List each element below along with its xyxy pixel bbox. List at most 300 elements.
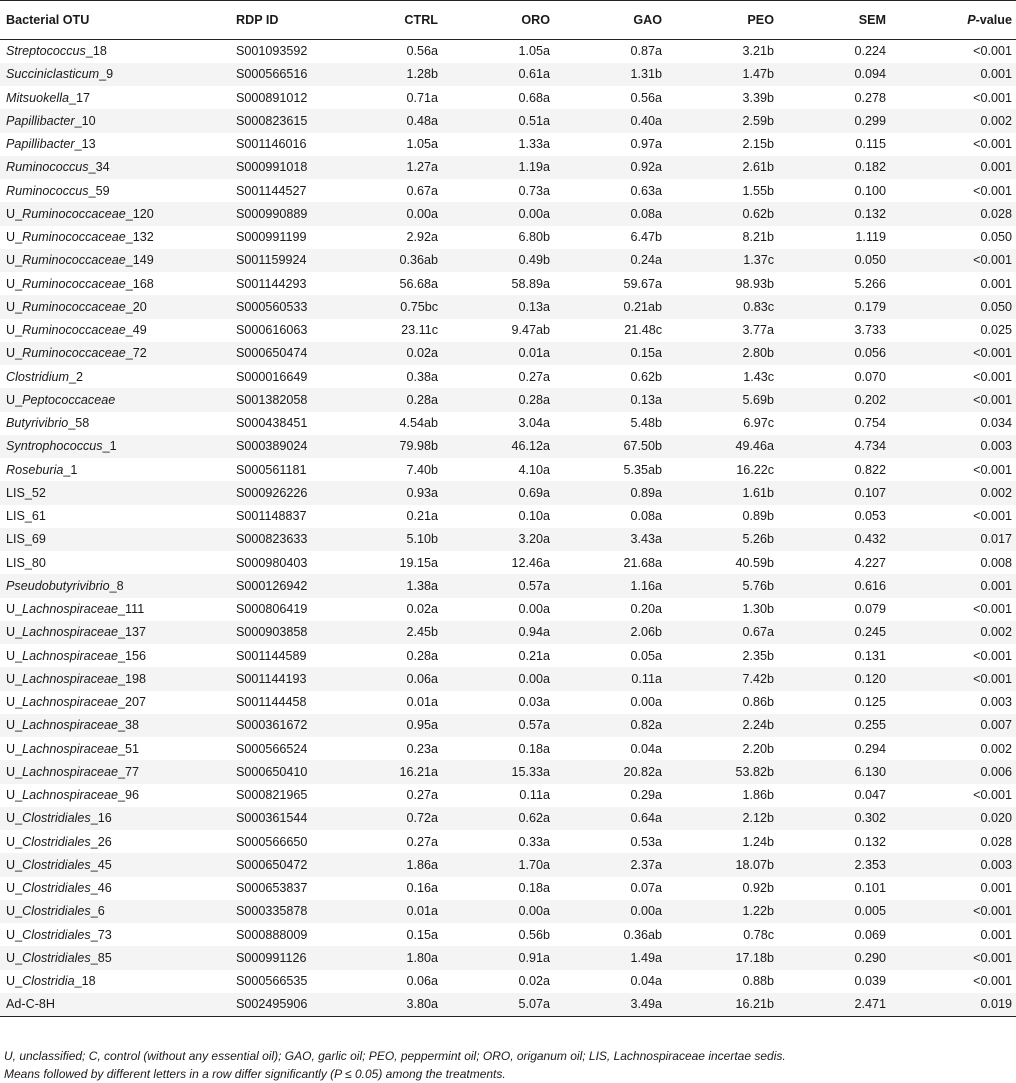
cell-sem: 0.079 — [854, 602, 886, 617]
cell-bacterial-otu — [0, 877, 232, 900]
cell-gao: 0.08a — [562, 202, 674, 225]
otu-suffix: _111 — [118, 602, 145, 617]
cell-rdp-id: S000335878 — [232, 900, 342, 923]
cell-p-value: <0.001 — [973, 369, 1012, 384]
cell-gao: 0.05a — [630, 648, 662, 663]
otu-taxon: Ruminococcaceae — [22, 276, 126, 291]
cell-sem: 0.107 — [786, 481, 898, 504]
otu-taxon: Syntrophococcus — [6, 439, 103, 454]
cell-oro: 0.18a — [518, 881, 550, 896]
otu-suffix: _96 — [118, 788, 140, 803]
cell-rdp-id: S000566650 — [236, 834, 308, 849]
table-row — [0, 923, 1016, 946]
cell-gao: 0.00a — [562, 900, 674, 923]
cell-ctrl: 0.75bc — [342, 295, 450, 318]
cell-ctrl: 0.48a — [342, 109, 450, 132]
cell-p-value: 0.050 — [980, 230, 1012, 245]
cell-bacterial-otu — [0, 993, 232, 1016]
otu-prefix: U_ — [6, 904, 23, 919]
cell-sem: 0.131 — [854, 648, 886, 663]
cell-rdp-id: S000566524 — [236, 741, 308, 756]
otu-suffix: _34 — [88, 160, 110, 175]
cell-peo: 1.24b — [742, 834, 774, 849]
cell-peo: 5.26b — [674, 528, 786, 551]
cell-bacterial-otu — [0, 226, 232, 249]
cell-oro: 3.04a — [518, 416, 550, 431]
otu-prefix: LIS_61 — [6, 509, 46, 524]
table-row — [0, 388, 1016, 411]
header-bacterial-otu: Bacterial OTU — [0, 1, 232, 40]
table-row — [0, 202, 1016, 225]
table-row — [0, 714, 1016, 737]
otu-suffix: _85 — [90, 950, 112, 965]
cell-p-value: <0.001 — [898, 946, 1016, 969]
cell-gao: 59.67a — [623, 276, 662, 291]
cell-ctrl: 0.93a — [342, 481, 450, 504]
cell-sem: 2.353 — [786, 853, 898, 876]
cell-sem: 0.132 — [786, 202, 898, 225]
cell-bacterial-otu — [0, 970, 232, 993]
table-row — [0, 830, 1016, 853]
table-row — [0, 551, 1016, 574]
cell-gao: 21.48c — [624, 323, 662, 338]
cell-bacterial-otu — [0, 946, 232, 969]
cell-bacterial-otu — [0, 528, 232, 551]
table-row — [0, 412, 1016, 435]
cell-ctrl: 0.72a — [342, 807, 450, 830]
cell-ctrl: 0.28a — [406, 648, 438, 663]
cell-p-value: <0.001 — [973, 974, 1012, 989]
cell-peo: 0.92b — [742, 881, 774, 896]
otu-taxon: Pseudobutyrivibrio — [6, 578, 110, 593]
cell-gao: 0.92a — [562, 156, 674, 179]
header-row — [0, 1, 1016, 40]
table-row — [0, 807, 1016, 830]
otu-taxon: Mitsuokella — [6, 90, 69, 105]
cell-gao: 1.31b — [562, 63, 674, 86]
table-row — [0, 877, 1016, 900]
otu-suffix: _45 — [90, 857, 112, 872]
otu-suffix: _26 — [90, 834, 112, 849]
cell-sem: 0.754 — [854, 416, 886, 431]
cell-sem: 0.053 — [854, 509, 886, 524]
otu-suffix: _18 — [85, 44, 107, 59]
table-row — [0, 295, 1016, 318]
cell-p-value: 0.003 — [980, 695, 1012, 710]
cell-sem: 0.094 — [786, 63, 898, 86]
cell-p-value: 0.002 — [898, 109, 1016, 132]
cell-oro: 0.62a — [450, 807, 562, 830]
table-row — [0, 342, 1016, 365]
cell-ctrl: 0.21a — [406, 509, 438, 524]
header-ctrl: CTRL — [342, 1, 450, 40]
cell-p-value: 0.003 — [898, 853, 1016, 876]
cell-bacterial-otu — [0, 784, 232, 807]
otu-prefix: U_ — [6, 927, 23, 942]
cell-ctrl: 0.06a — [406, 974, 438, 989]
table-header — [0, 1, 1016, 40]
cell-p-value: <0.001 — [898, 249, 1016, 272]
cell-sem: 0.255 — [786, 714, 898, 737]
cell-bacterial-otu — [0, 272, 232, 295]
otu-suffix: _198 — [118, 671, 147, 686]
cell-ctrl: 0.02a — [342, 342, 450, 365]
cell-rdp-id: S001382058 — [232, 388, 342, 411]
cell-p-value: 0.001 — [898, 156, 1016, 179]
cell-sem: 0.182 — [786, 156, 898, 179]
cell-p-value: 0.006 — [898, 760, 1016, 783]
cell-sem: 0.132 — [854, 834, 886, 849]
cell-peo: 1.22b — [674, 900, 786, 923]
cell-gao: 0.00a — [630, 695, 662, 710]
cell-oro: 0.01a — [450, 342, 562, 365]
otu-taxon: Clostridiales — [22, 927, 91, 942]
cell-p-value: 0.001 — [980, 276, 1012, 291]
cell-p-value: 0.002 — [980, 741, 1012, 756]
cell-rdp-id: S000566535 — [236, 974, 308, 989]
cell-gao: 0.97a — [630, 137, 662, 152]
cell-gao: 0.64a — [562, 807, 674, 830]
otu-taxon: Clostridia — [22, 974, 75, 989]
cell-oro: 1.33a — [518, 137, 550, 152]
header-p-value — [898, 1, 1016, 40]
otu-suffix: _73 — [90, 927, 112, 942]
otu-prefix: U_ — [6, 834, 23, 849]
cell-rdp-id: S001093592 — [236, 44, 308, 59]
cell-p-value: <0.001 — [973, 137, 1012, 152]
table-row — [0, 853, 1016, 876]
cell-oro: 0.21a — [518, 648, 550, 663]
otu-taxon: Butyrivibrio — [6, 416, 69, 431]
cell-ctrl: 19.15a — [399, 555, 438, 570]
cell-p-value: 0.001 — [980, 927, 1012, 942]
cell-sem: 0.202 — [786, 388, 898, 411]
otu-taxon: Clostridiales — [22, 857, 91, 872]
otu-suffix: _9 — [99, 67, 114, 82]
otu-prefix: LIS_80 — [6, 555, 46, 570]
cell-sem: 0.100 — [854, 183, 886, 198]
header-oro: ORO — [450, 1, 562, 40]
cell-oro: 4.10a — [518, 462, 550, 477]
cell-p-value: 0.003 — [898, 435, 1016, 458]
cell-sem: 0.050 — [786, 249, 898, 272]
cell-peo: 5.69b — [674, 388, 786, 411]
cell-peo: 0.88b — [742, 974, 774, 989]
otu-taxon: Clostridiales — [22, 950, 91, 965]
cell-sem: 0.056 — [786, 342, 898, 365]
cell-bacterial-otu — [0, 667, 232, 690]
cell-ctrl: 0.28a — [342, 388, 450, 411]
cell-peo: 6.97c — [743, 416, 774, 431]
cell-rdp-id: S000990889 — [232, 202, 342, 225]
cell-p-value: <0.001 — [973, 788, 1012, 803]
table-row — [0, 644, 1016, 667]
cell-p-value: 0.025 — [980, 323, 1012, 338]
cell-bacterial-otu — [0, 900, 232, 923]
otu-taxon: Ruminococcus — [6, 183, 89, 198]
cell-peo: 2.15b — [742, 137, 774, 152]
cell-ctrl: 79.98b — [342, 435, 450, 458]
table-row — [0, 760, 1016, 783]
cell-rdp-id: S001144293 — [236, 276, 307, 291]
cell-bacterial-otu — [0, 760, 232, 783]
otu-prefix: U_ — [6, 811, 23, 826]
cell-gao: 0.29a — [630, 788, 662, 803]
cell-oro: 0.57a — [450, 714, 562, 737]
cell-peo: 2.20b — [742, 741, 774, 756]
cell-peo: 3.21b — [742, 44, 774, 59]
otu-taxon: Papillibacter — [6, 113, 75, 128]
cell-oro: 3.20a — [450, 528, 562, 551]
otu-suffix: _2 — [68, 369, 83, 384]
cell-oro: 0.56b — [518, 927, 550, 942]
cell-ctrl: 0.00a — [342, 202, 450, 225]
otu-prefix: U_ — [6, 718, 23, 733]
cell-p-value: 0.020 — [898, 807, 1016, 830]
cell-peo: 2.12b — [674, 807, 786, 830]
cell-peo: 1.37c — [674, 249, 786, 272]
table-row — [0, 667, 1016, 690]
otu-taxon: Papillibacter — [6, 137, 75, 152]
table-footnotes — [4, 1047, 1012, 1083]
cell-ctrl: 0.01a — [342, 900, 450, 923]
cell-p-value: <0.001 — [973, 602, 1012, 617]
cell-rdp-id: S000821965 — [236, 788, 308, 803]
otu-suffix: _58 — [68, 416, 90, 431]
cell-rdp-id: S000891012 — [236, 90, 308, 105]
cell-p-value: <0.001 — [898, 342, 1016, 365]
cell-ctrl: 1.38a — [342, 574, 450, 597]
cell-peo: 2.61b — [674, 156, 786, 179]
otu-prefix: U_ — [6, 950, 23, 965]
otu-taxon: Ruminococcaceae — [22, 206, 126, 221]
cell-oro: 0.18a — [518, 741, 550, 756]
table-row — [0, 249, 1016, 272]
cell-p-value: 0.001 — [980, 881, 1012, 896]
table-row — [0, 691, 1016, 714]
otu-taxon: Roseburia — [6, 462, 64, 477]
cell-oro: 0.57a — [450, 574, 562, 597]
otu-prefix: U_ — [6, 323, 23, 338]
cell-peo: 2.35b — [742, 648, 774, 663]
table-row — [0, 574, 1016, 597]
cell-p-value: 0.017 — [898, 528, 1016, 551]
cell-bacterial-otu — [0, 365, 232, 388]
table-row — [0, 133, 1016, 156]
otu-prefix: U_ — [6, 764, 23, 779]
table-row — [0, 156, 1016, 179]
header-sem: SEM — [786, 1, 898, 40]
cell-peo: 53.82b — [674, 760, 786, 783]
cell-rdp-id: S001144193 — [232, 667, 342, 690]
cell-gao: 3.43a — [562, 528, 674, 551]
otu-prefix: U_ — [6, 625, 23, 640]
otu-taxon: Peptococcaceae — [22, 392, 116, 407]
table-row — [0, 179, 1016, 202]
cell-peo: 49.46a — [674, 435, 786, 458]
table-row — [0, 900, 1016, 923]
otu-taxon: Lachnospiraceae — [22, 671, 119, 686]
cell-sem: 0.278 — [854, 90, 886, 105]
cell-oro: 0.68a — [518, 90, 550, 105]
table-row — [0, 272, 1016, 295]
cell-ctrl: 1.86a — [342, 853, 450, 876]
cell-p-value: 0.008 — [980, 555, 1012, 570]
cell-oro: 9.47ab — [511, 323, 550, 338]
cell-sem: 6.130 — [786, 760, 898, 783]
cell-rdp-id: S000126942 — [232, 574, 342, 597]
cell-oro: 0.28a — [450, 388, 562, 411]
cell-rdp-id: S000560533 — [232, 295, 342, 318]
cell-p-value: <0.001 — [898, 388, 1016, 411]
cell-p-value: 0.002 — [898, 621, 1016, 644]
cell-oro: 1.70a — [450, 853, 562, 876]
cell-oro: 0.03a — [518, 695, 550, 710]
cell-peo: 3.39b — [742, 90, 774, 105]
cell-peo: 16.21b — [674, 993, 786, 1016]
header-peo: PEO — [674, 1, 786, 40]
otu-prefix: U_ — [6, 974, 23, 989]
cell-gao: 0.04a — [630, 974, 662, 989]
cell-bacterial-otu — [0, 551, 232, 574]
otu-prefix: U_ — [6, 206, 23, 221]
cell-gao: 2.06b — [562, 621, 674, 644]
cell-ctrl: 0.38a — [406, 369, 438, 384]
cell-bacterial-otu — [0, 342, 232, 365]
cell-sem: 0.224 — [854, 44, 886, 59]
header-gao: GAO — [562, 1, 674, 40]
cell-p-value: <0.001 — [973, 183, 1012, 198]
cell-oro: 6.80b — [518, 230, 550, 245]
cell-sem: 0.047 — [854, 788, 886, 803]
cell-ctrl: 0.71a — [406, 90, 438, 105]
cell-bacterial-otu — [0, 435, 232, 458]
cell-oro: 0.61a — [450, 63, 562, 86]
cell-rdp-id: S000438451 — [236, 416, 308, 431]
otu-prefix: U_ — [6, 276, 23, 291]
cell-gao: 1.49a — [562, 946, 674, 969]
otu-suffix: _1 — [102, 439, 117, 454]
otu-taxon: Ruminococcaceae — [22, 230, 126, 245]
cell-gao: 6.47b — [630, 230, 662, 245]
cell-p-value: 0.034 — [980, 416, 1012, 431]
cell-bacterial-otu — [0, 202, 232, 225]
cell-p-value: 0.028 — [898, 202, 1016, 225]
cell-ctrl: 0.01a — [406, 695, 438, 710]
cell-gao: 67.50b — [562, 435, 674, 458]
cell-rdp-id: S000888009 — [236, 927, 308, 942]
otu-prefix: U_ — [6, 741, 23, 756]
cell-peo: 16.22c — [736, 462, 774, 477]
cell-gao: 0.08a — [630, 509, 662, 524]
cell-rdp-id: S000991018 — [232, 156, 342, 179]
table-row — [0, 481, 1016, 504]
cell-ctrl: 0.23a — [406, 741, 438, 756]
cell-oro: 0.02a — [518, 974, 550, 989]
cell-peo: 1.55b — [742, 183, 774, 198]
cell-bacterial-otu — [0, 598, 232, 621]
cell-oro: 5.07a — [450, 993, 562, 1016]
otu-suffix: _49 — [125, 323, 147, 338]
cell-bacterial-otu — [0, 644, 232, 667]
cell-rdp-id: S000823615 — [232, 109, 342, 132]
table-row — [0, 970, 1016, 993]
cell-p-value: <0.001 — [973, 509, 1012, 524]
cell-bacterial-otu — [0, 691, 232, 714]
cell-oro: 0.94a — [450, 621, 562, 644]
table-row — [0, 621, 1016, 644]
cell-rdp-id: S000926226 — [232, 481, 342, 504]
cell-gao: 0.53a — [630, 834, 662, 849]
otu-taxon: Ruminococcaceae — [22, 346, 126, 361]
otu-suffix: _16 — [90, 811, 112, 826]
cell-gao: 0.89a — [562, 481, 674, 504]
cell-sem: 0.005 — [786, 900, 898, 923]
cell-gao: 5.35ab — [623, 462, 662, 477]
table-row — [0, 946, 1016, 969]
table-row — [0, 365, 1016, 388]
otu-taxon: Clostridiales — [22, 811, 91, 826]
cell-bacterial-otu — [0, 923, 232, 946]
cell-sem: 0.070 — [854, 369, 886, 384]
cell-gao: 0.15a — [562, 342, 674, 365]
header-rdp-id: RDP ID — [232, 1, 342, 40]
cell-sem: 3.733 — [854, 323, 886, 338]
table-row — [0, 737, 1016, 760]
cell-sem: 0.039 — [854, 974, 886, 989]
cell-oro: 12.46a — [511, 555, 550, 570]
cell-p-value: 0.019 — [898, 993, 1016, 1016]
otu-taxon: Clostridiales — [22, 904, 91, 919]
otu-taxon: Clostridiales — [22, 834, 91, 849]
table-row — [0, 109, 1016, 132]
cell-sem: 0.302 — [786, 807, 898, 830]
cell-sem: 0.115 — [855, 137, 886, 152]
cell-oro: 58.89a — [511, 276, 550, 291]
cell-bacterial-otu — [0, 714, 232, 737]
otu-prefix: LIS_52 — [6, 485, 46, 500]
footnote-means: Means followed by different letters in a row differ significantly (P ≤ 0.05) among the treatments. — [4, 1067, 506, 1081]
cell-bacterial-otu — [0, 63, 232, 86]
cell-peo: 0.86b — [742, 695, 774, 710]
table-row — [0, 63, 1016, 86]
cell-bacterial-otu — [0, 109, 232, 132]
cell-peo: 2.24b — [674, 714, 786, 737]
cell-gao: 0.24a — [562, 249, 674, 272]
cell-peo: 1.47b — [674, 63, 786, 86]
cell-p-value: <0.001 — [973, 648, 1012, 663]
cell-oro: 0.00a — [518, 602, 550, 617]
otu-suffix: _13 — [74, 137, 96, 152]
cell-oro: 15.33a — [450, 760, 562, 783]
cell-bacterial-otu — [0, 156, 232, 179]
cell-gao: 1.16a — [562, 574, 674, 597]
cell-rdp-id: S000653837 — [236, 881, 308, 896]
cell-bacterial-otu — [0, 621, 232, 644]
otu-suffix: _156 — [118, 648, 147, 663]
cell-gao: 0.20a — [630, 602, 662, 617]
cell-sem: 4.227 — [854, 555, 886, 570]
cell-bacterial-otu — [0, 574, 232, 597]
cell-peo: 2.59b — [674, 109, 786, 132]
cell-bacterial-otu — [0, 179, 232, 202]
otu-suffix: _17 — [69, 90, 91, 105]
cell-bacterial-otu — [0, 388, 232, 411]
cell-ctrl: 0.27a — [406, 788, 438, 803]
cell-peo: 1.61b — [674, 481, 786, 504]
otu-taxon: Ruminococcaceae — [22, 253, 126, 268]
cell-ctrl: 2.45b — [342, 621, 450, 644]
